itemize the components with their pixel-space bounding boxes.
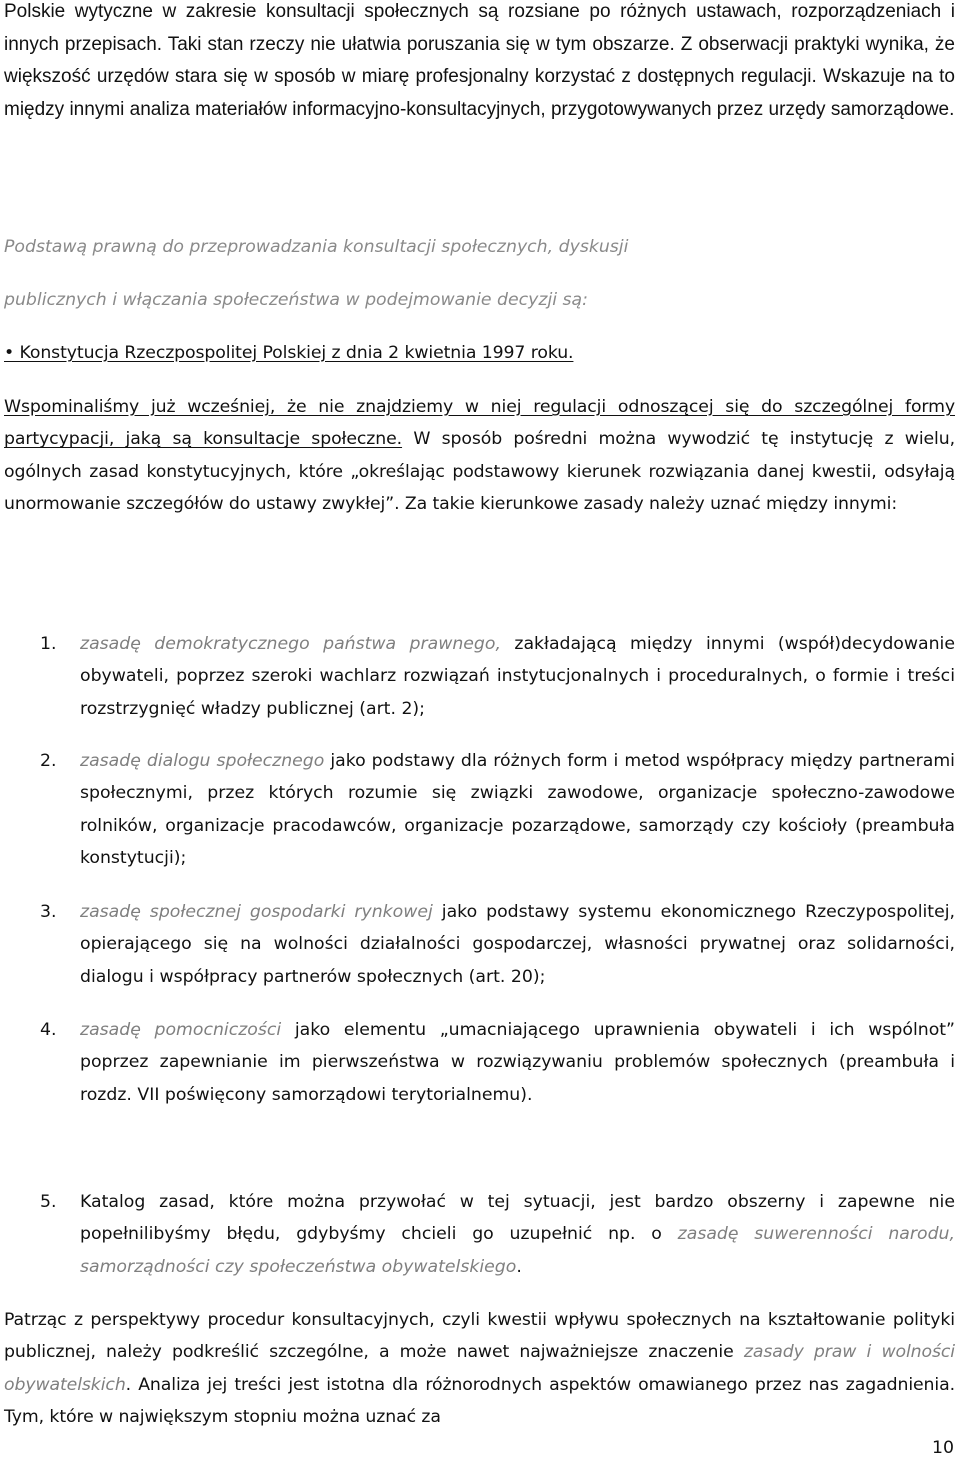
principle-description: jako podstawy systemu ekonomicznego Rzeczypospolitej, opierającego się na wolności działalności gospodarczej, własności prywatnej oraz solidarności, dialogu i współpracy partnerów społecznych (art. 20); xyxy=(80,902,955,987)
principle-text xyxy=(80,1014,955,1111)
legal-basis-heading xyxy=(4,221,955,327)
catalog-text: Katalog zasad, które można przywołać w tej sytuacji, jest bardzo obszerny i zapewne nie popełnilibyśmy błędu, gdybyśmy chcieli go uzupełnić np. o xyxy=(80,1192,955,1245)
closing-paragraph xyxy=(4,1304,955,1434)
intro-paragraph-text: Polskie wytyczne w zakresie konsultacji społecznych są rozsiane po różnych ustawach, rozporządzeniach i innych przepisach. Taki stan rzeczy nie ułatwia poruszania się w tym obszarze. Z obserwacji praktyki wynika, że większość urzędów stara się w sposób w miarę profesjonalny korzystać z dostępnych regulacji. Wskazuje na to między innymi analiza materiałów informacyjno-konsultacyjnych, przygotowywanych przez urzędy samorządowe. xyxy=(4,1,955,120)
catalog-end: . xyxy=(516,1256,522,1277)
intro-paragraph xyxy=(4,0,955,126)
closing-paragraph-start: Patrząc z perspektywy procedur konsultacyjnych, czyli kwestii wpływu społecznych na kształtowanie polityki publicznej, należy podkreślić szczególne, a może nawet najważniejsze znaczenie xyxy=(4,1310,955,1363)
legal-basis-line-1: Podstawą prawną do przeprowadzania konsultacji społecznych, dyskusji xyxy=(4,237,629,257)
principle-text xyxy=(80,745,955,875)
principle-number: 4. xyxy=(40,1020,57,1040)
constitution-bullet-text: • Konstytucja Rzeczpospolitej Polskiej z dnia 2 kwietnia 1997 roku. xyxy=(4,343,574,363)
principle-text xyxy=(80,628,955,725)
principle-text xyxy=(80,1186,955,1283)
principle-name: zasadę demokratycznego państwa prawnego, xyxy=(80,634,501,654)
principle-name: zasadę pomocniczości xyxy=(80,1020,282,1040)
principle-number: 3. xyxy=(40,902,57,922)
principle-description: jako elementu „umacniającego uprawnienia obywateli i ich wspólnot” poprzez zapewnianie im pierwszeństwa w rozwiązywaniu problemów społecznych (preambuła i rozdz. VII poświęcony samorządowi terytorialnemu). xyxy=(80,1020,955,1105)
catalog-principles: zasadę suwerenności narodu, samorządności czy społeczeństwa obywatelskiego xyxy=(80,1224,955,1277)
principle-name: zasadę dialogu społecznego xyxy=(80,751,325,771)
principle-description: zakładającą między innymi (współ)decydowanie obywateli, poprzez szeroki wachlarz rozwiązań instytucjonalnych i proceduralnych, o formie i treści rozstrzygnięć władzy publicznej (art. 2); xyxy=(80,634,955,719)
principle-number: 2. xyxy=(40,751,57,771)
principle-description: jako podstawy dla różnych form i metod współpracy między partnerami społecznymi, przez których rozumie się związki zawodowe, organizacje społeczno-zawodowe rolników, organizacje pracodawców, organizacje pozarządowe, samorządy czy kościoły (preambuła konstytucji); xyxy=(80,751,955,869)
rights-principle: zasady praw i wolności obywatelskich xyxy=(4,1342,955,1395)
page-number: 10 xyxy=(932,1438,954,1458)
principle-text xyxy=(80,896,955,993)
constitution-bullet xyxy=(4,337,955,369)
legal-basis-line-2: publicznych i włączania społeczeństwa w podejmowanie decyzji są: xyxy=(4,290,588,310)
closing-paragraph-end: . Analiza jej treści jest istotna dla różnorodnych aspektów omawianego przez nas zagadnienia. Tym, które w największym stopniu można uznać za xyxy=(4,1374,955,1428)
constitution-paragraph xyxy=(4,391,955,521)
constitution-paragraph-rest: W sposób pośredni można wywodzić tę instytucję z wielu, ogólnych zasad konstytucyjnych, które „określając podstawowy kierunek rozwiązania danej kwestii, odsyłają unormowanie szczegółów do ustawy zwykłej”. Za takie kierunkowe zasady należy uznać między innymi: xyxy=(4,429,955,515)
principle-name: zasadę społecznej gospodarki rynkowej xyxy=(80,902,433,922)
principle-number: 1. xyxy=(40,634,57,654)
constitution-paragraph-lead: Wspominaliśmy już wcześniej, że nie znajdziemy w niej regulacji odnoszącej się do szczególnej formy partycypacji, jaką są konsultacje społeczne. xyxy=(4,397,955,450)
principle-number: 5. xyxy=(40,1192,57,1212)
